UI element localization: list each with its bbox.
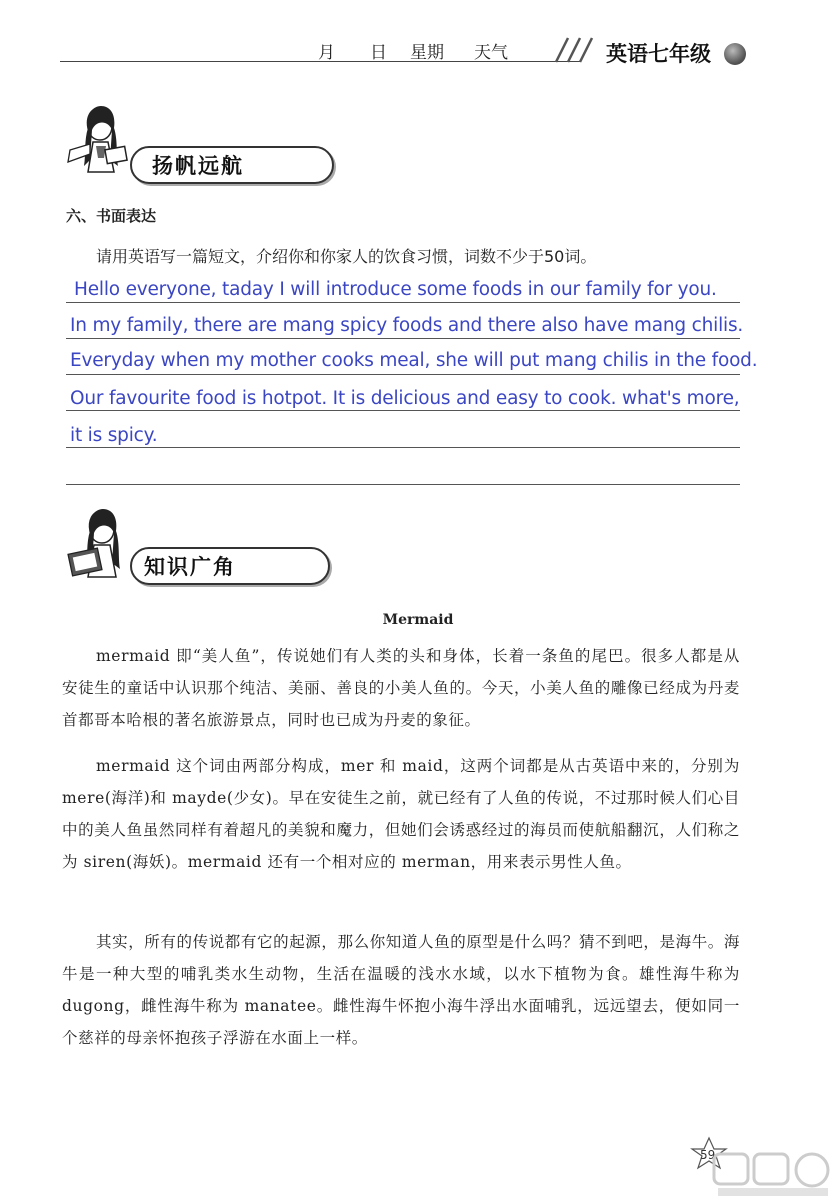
weekday-label: 星期	[410, 43, 444, 63]
article-paragraph-1: mermaid 即“美人鱼”，传说她们有人类的头和身体，长着一条鱼的尾巴。很多人都是从安徒生的童话中认识那个纯洁、美丽、善良的小美人鱼的。今天，小美人鱼的雕像已经成为丹麦首都哥本哈根的著名旅游景点，同时也已成为丹麦的象征。	[62, 647, 740, 729]
weather-label: 天气	[474, 43, 508, 63]
day-label: 日	[370, 43, 387, 63]
answer-line-3: Everyday when my mother cooks meal, she will put mang chilis in the food.	[70, 350, 758, 371]
answer-line-5: it is spicy.	[70, 425, 158, 446]
writing-line	[66, 302, 740, 303]
article-paragraph-3: 其实，所有的传说都有它的起源，那么你知道人鱼的原型是什么吗？猜不到吧，是海牛。海牛是一种大型的哺乳类水生动物，生活在温暖的浅水水域，以水下植物为食。雄性海牛称为 dugong，雌性海牛称为 manatee。雌性海牛怀抱小海牛浮出水面哺乳，远远望去，便如同一个慈祥的母亲怀抱孩子浮游在水面上一样。	[62, 933, 741, 1047]
answer-line-2: In my family, there are mang spicy foods and there also have mang chilis.	[70, 315, 744, 336]
question-title: 六、书面表达	[66, 207, 157, 225]
page-number: 59	[700, 1148, 716, 1162]
banner-title: 知识广角	[144, 555, 236, 579]
answer-line-1: Hello everyone, taday I will introduce some foods in our family for you.	[74, 279, 717, 300]
grade-title: 英语七年级	[606, 42, 711, 66]
grade-dot-icon	[724, 43, 746, 65]
writing-line	[66, 374, 740, 375]
watermark-logo-icon	[708, 1148, 836, 1200]
question-prompt: 请用英语写一篇短文，介绍你和你家人的饮食习惯，词数不少于50词。	[96, 247, 597, 266]
month-label: 月	[318, 43, 335, 63]
article-title: Mermaid	[382, 612, 454, 628]
answer-line-4: Our favourite food is hotpot. It is delicious and easy to cook. what's more,	[70, 388, 740, 409]
slash-decoration-icon	[552, 34, 600, 64]
article-paragraph-2: mermaid 这个词由两部分构成，mer 和 maid，这两个词都是从古英语中来的，分别为 mere(海洋)和 mayde(少女)。早在安徒生之前，就已经有了人鱼的传说，不过那时候人们心目中的美人鱼虽然同样有着超凡的美貌和魔力，但她们会诱惑经过的海员而使航船翻沉，人们称之为 siren(海妖)。mermaid 还有一个相对应的 merman，用来表示男性人鱼。	[62, 757, 740, 871]
writing-line	[66, 338, 740, 339]
writing-line	[66, 410, 740, 411]
writing-line	[66, 484, 740, 485]
banner-title: 扬帆远航	[152, 154, 244, 178]
writing-line	[66, 447, 740, 448]
